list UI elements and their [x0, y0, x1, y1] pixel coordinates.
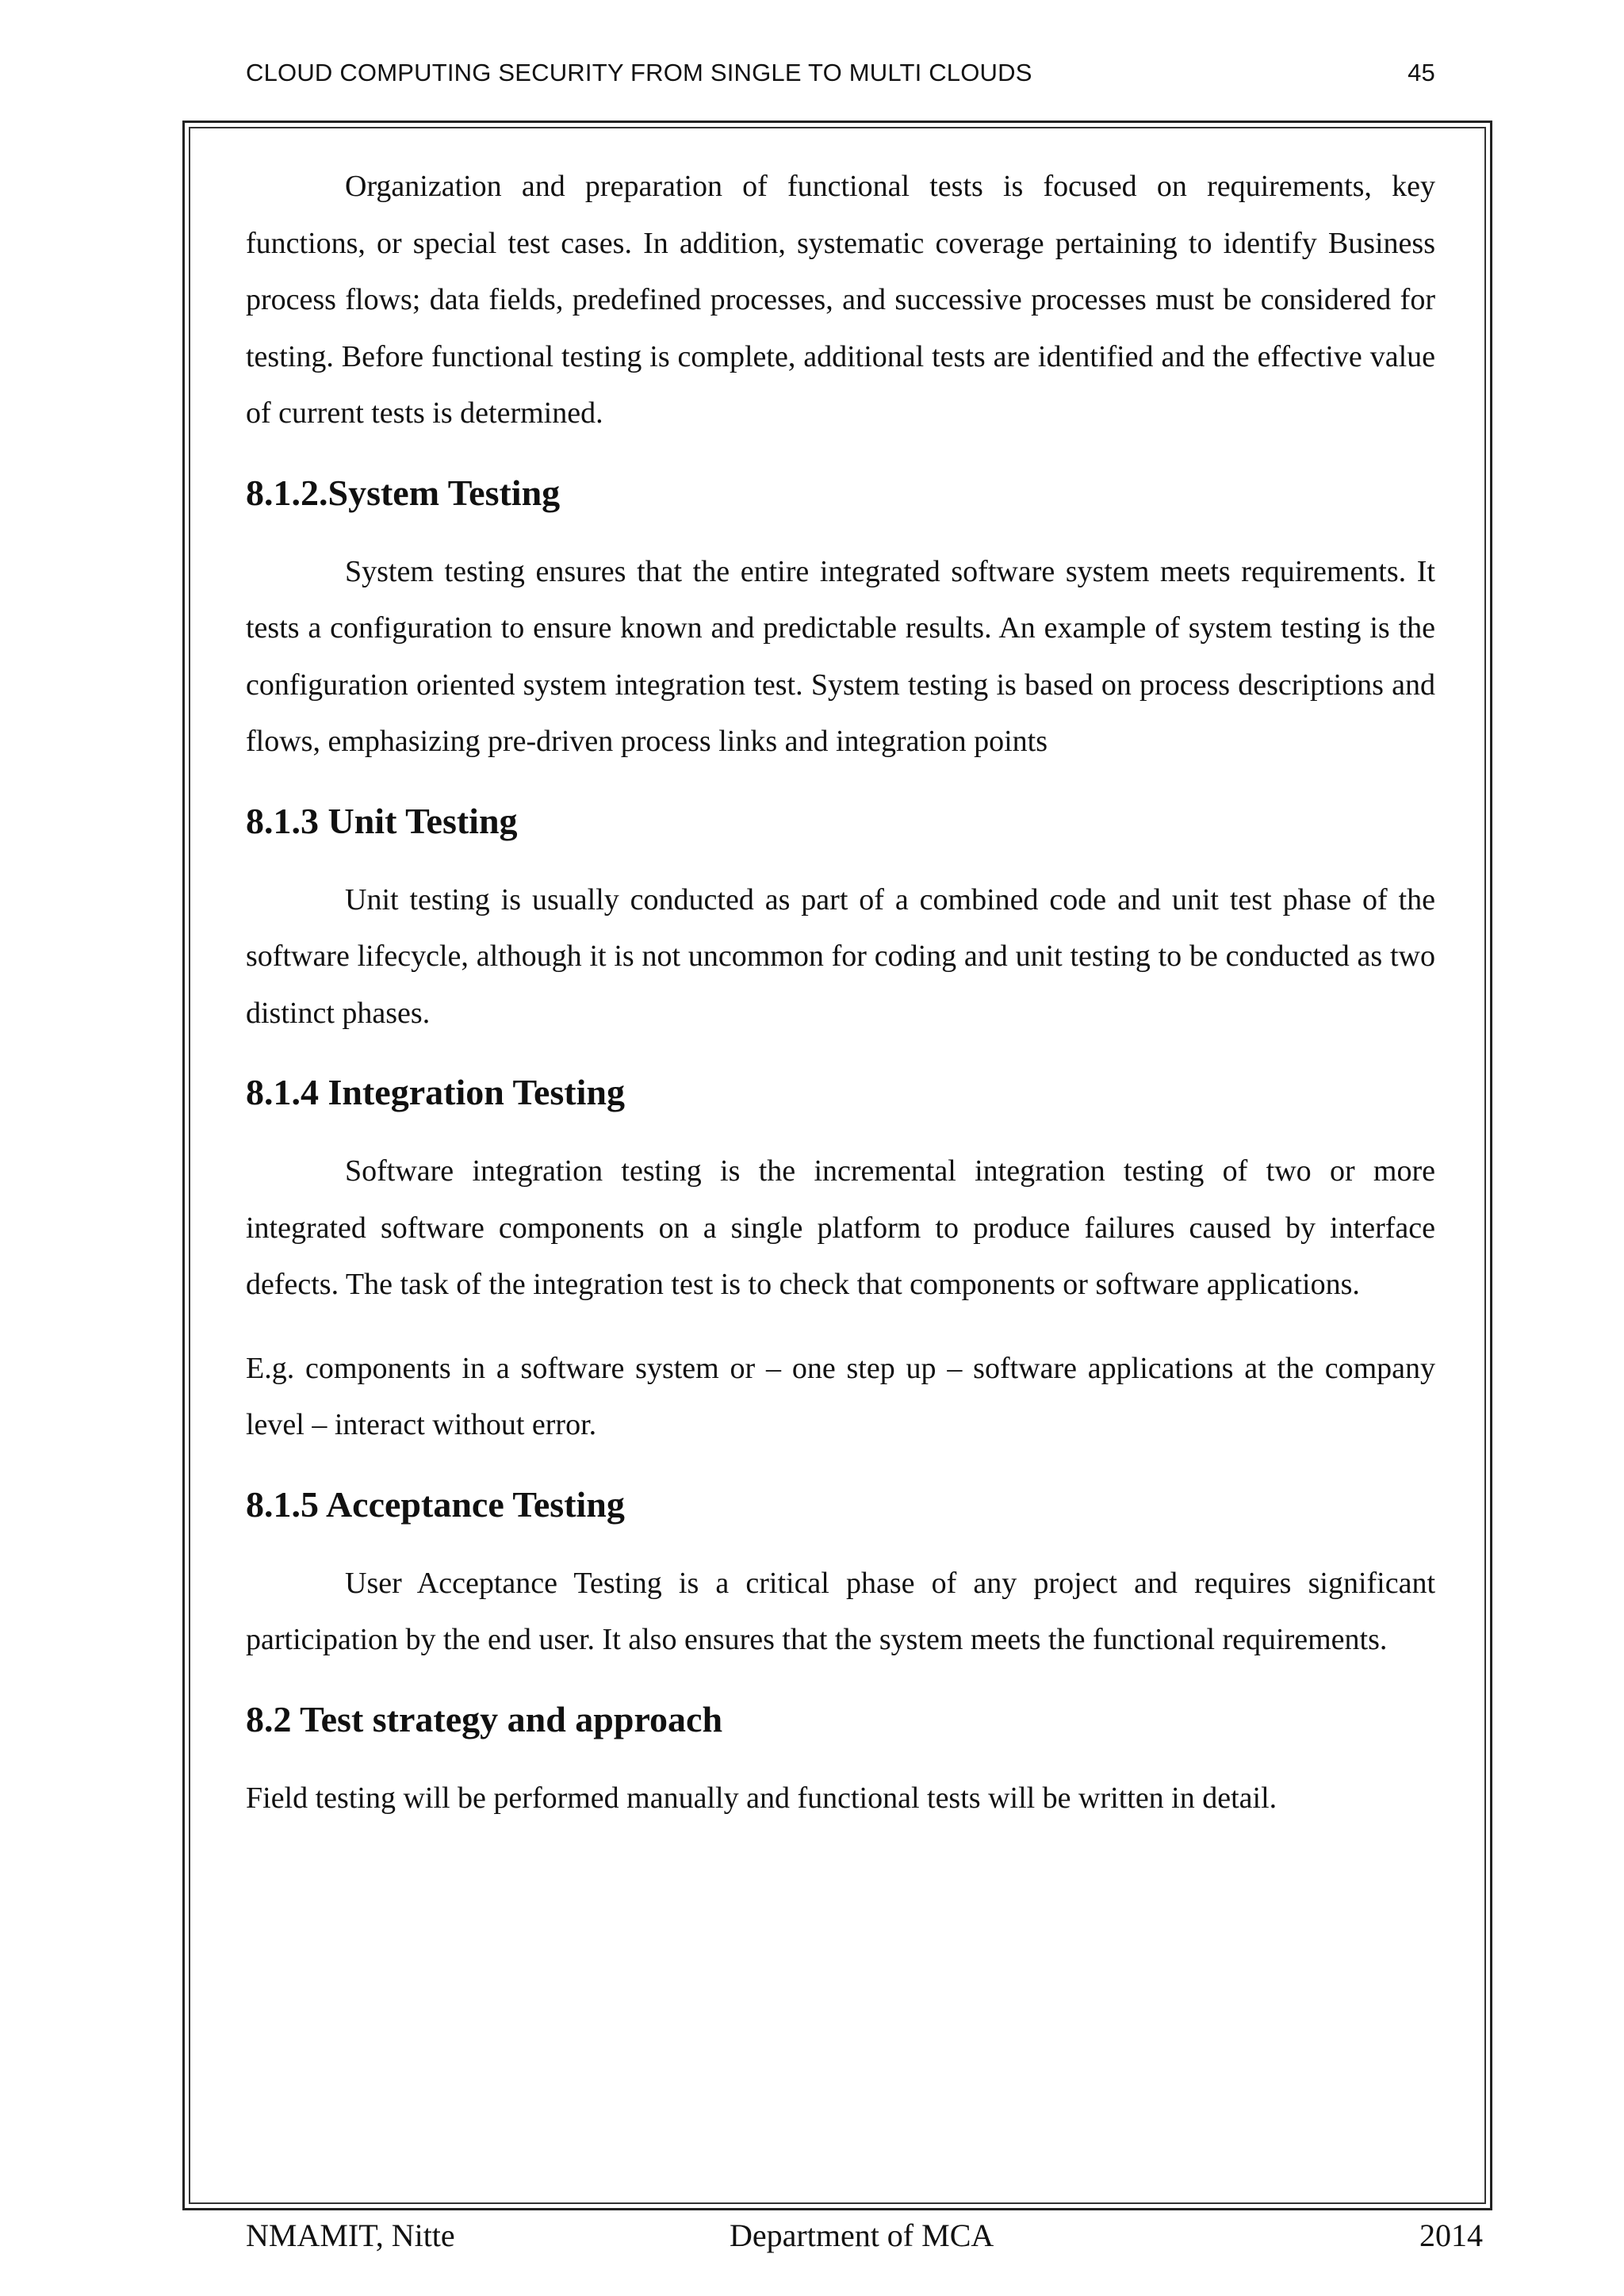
integration-testing-example-paragraph: E.g. components in a software system or – one step up – software applications at the company level – interact without error.: [246, 1351, 1435, 1441]
footer-year: 2014: [1419, 2218, 1483, 2253]
page-content: [246, 159, 1435, 1854]
test-strategy-paragraph: Field testing will be performed manually and functional tests will be written in detail.: [246, 1781, 1277, 1815]
running-header: [246, 59, 1435, 98]
footer-department: Department of MCA: [730, 2218, 994, 2253]
section-heading-unit-testing: 8.1.3 Unit Testing: [246, 800, 518, 841]
intro-paragraph: Organization and preparation of functional tests is focused on requirements, key functions, or special test cases. In addition, systematic coverage pertaining to identify Business process flows; data fields, predefined processes, and successive processes must be considered for testing. Before functional testing is complete, additional tests are identified and the effective value of current tests is determined.: [246, 170, 1435, 430]
document-title: CLOUD COMPUTING SECURITY FROM SINGLE TO MULTI CLOUDS: [246, 59, 1032, 86]
section-heading-test-strategy: 8.2 Test strategy and approach: [246, 1698, 723, 1739]
acceptance-testing-paragraph: User Acceptance Testing is a critical phase of any project and requires significant participation by the end user. It also ensures that the system meets the functional requirements.: [246, 1566, 1435, 1656]
section-heading-acceptance-testing: 8.1.5 Acceptance Testing: [246, 1483, 625, 1525]
page-number: 45: [1408, 59, 1435, 86]
footer-institution: NMAMIT, Nitte: [246, 2218, 455, 2253]
running-footer: [246, 2217, 1483, 2264]
section-heading-integration-testing: 8.1.4 Integration Testing: [246, 1072, 625, 1112]
unit-testing-paragraph: Unit testing is usually conducted as part of a combined code and unit test phase of the software lifecycle, although it is not uncommon for coding and unit testing to be conducted as two distinct phases.: [246, 882, 1435, 1030]
integration-testing-paragraph: Software integration testing is the incremental integration testing of two or more integrated software components on a single platform to produce failures caused by interface defects. The task of the integration test is to check that components or software applications.: [246, 1154, 1435, 1301]
system-testing-paragraph: System testing ensures that the entire integrated software system meets requirements. It tests a configuration to ensure known and predictable results. An example of system testing is the configuration oriented system integration test. System testing is based on process descriptions and flows, emphasizing pre-driven process links and integration points: [246, 554, 1435, 758]
section-heading-system-testing: 8.1.2.System Testing: [246, 472, 561, 513]
